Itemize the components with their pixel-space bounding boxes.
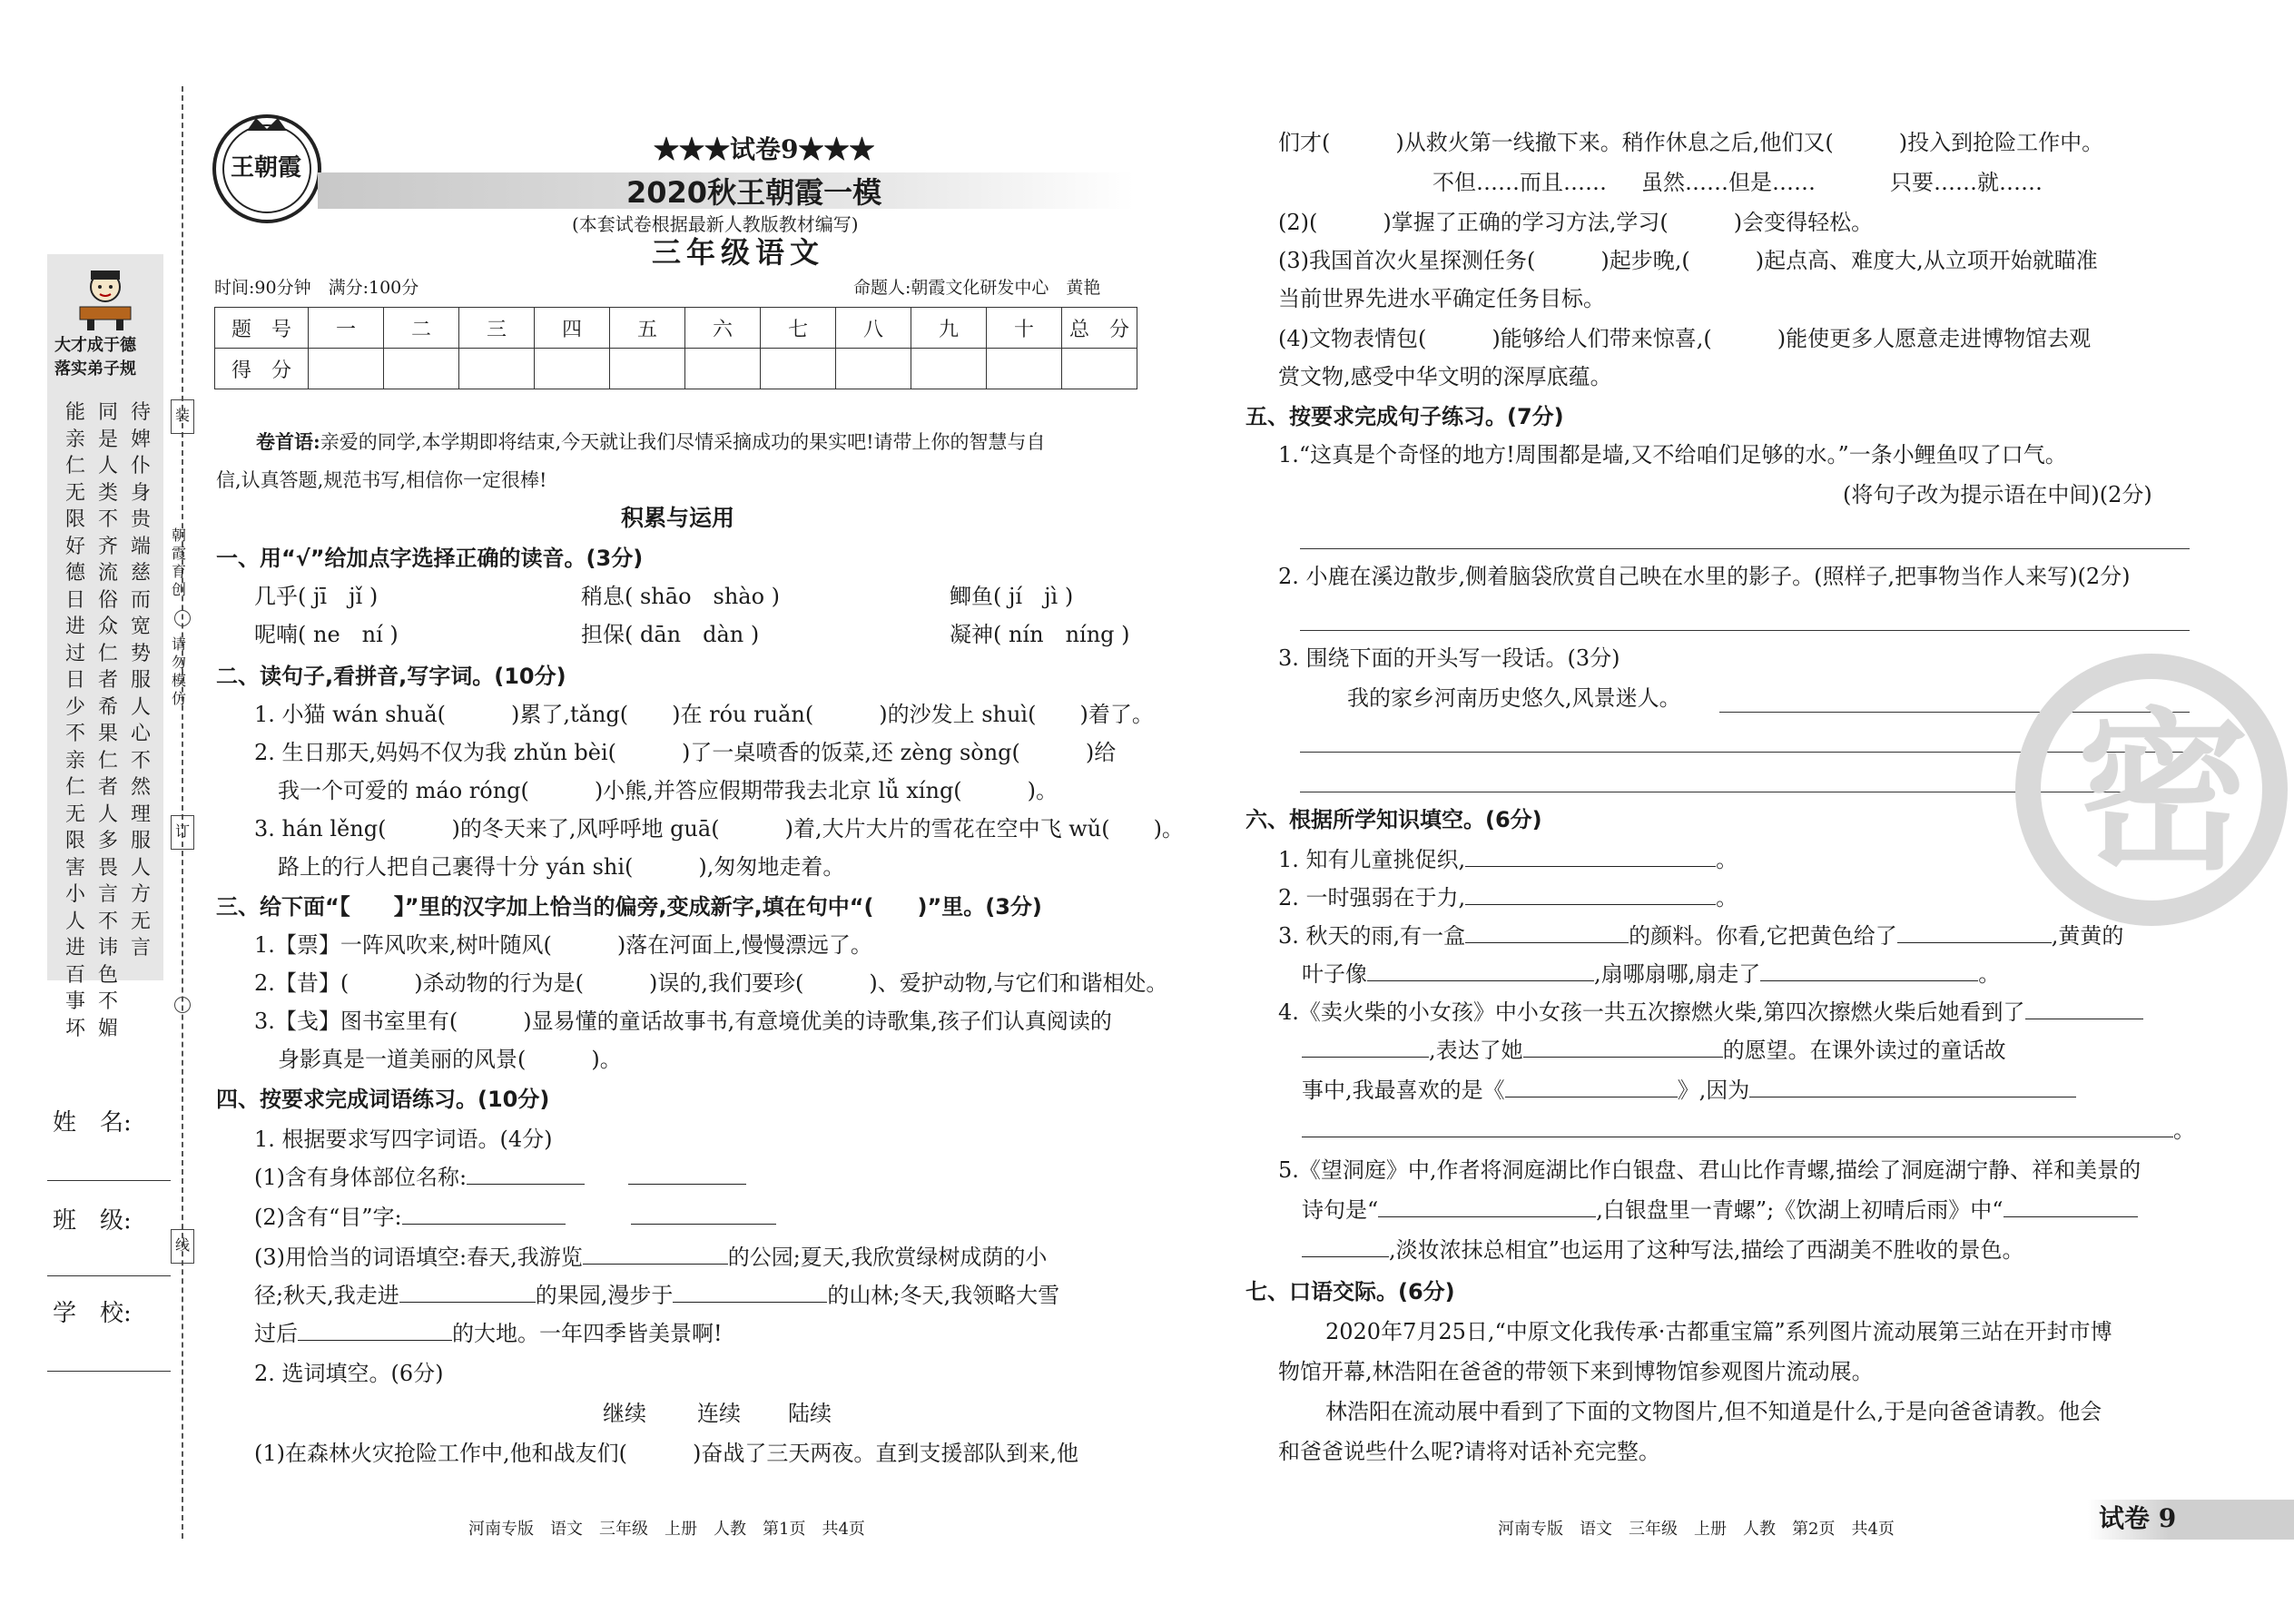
q5-i1b: (将句子改为提示语在中间)(2分) [1843, 482, 2152, 507]
q4-p4: 径;秋天,我走进 的果园,漫步于 的山林;冬天,我领略大雪 [254, 1283, 1060, 1308]
answer-blank[interactable] [2004, 1198, 2138, 1217]
q3-line-1: 1.【票】一阵风吹来,树叶随风( )落在河面上,慢慢漂远了。 [254, 932, 872, 958]
brand-logo [211, 113, 323, 225]
q4-word2-2: 虽然……但是…… [1641, 170, 1816, 195]
q4-s3b: 当前世界先进水平确定任务目标。 [1278, 286, 1605, 311]
binding-circle-icon [174, 610, 191, 626]
q4-p5: 过后 的大地。一年四季皆美景啊! [254, 1321, 723, 1346]
author: 命题人:朝霞文化研发中心 黄艳 [853, 278, 1101, 298]
time-score: 时间:90分钟 满分:100分 [214, 278, 419, 298]
answer-blank[interactable] [399, 1284, 536, 1303]
section-heading: 积累与运用 [621, 505, 735, 531]
score-cell[interactable] [384, 349, 459, 389]
q2-line-2: 2. 生日那天,妈妈不仅为我 zhǔn bèi( )了一桌喷香的饭菜,还 zèng sòng( )给 [254, 740, 1117, 765]
q4-s1: (1)在森林火灾抢险工作中,他和战友们( )奋战了三天两夜。直到支援部队到来,他 [254, 1441, 1078, 1466]
score-cell[interactable] [836, 349, 911, 389]
q4-s2: (2)( )掌握了正确的学习方法,学习( )会变得轻松。 [1278, 210, 1874, 235]
score-table [214, 307, 1137, 389]
q4-s3: (3)我国首次火星探测任务( )起步晚,( )起点高、难度大,从立项开始就瞄准 [1278, 248, 2098, 273]
score-col: 八 [836, 308, 911, 349]
score-col: 三 [459, 308, 535, 349]
q6-i5b: 诗句是“ ,白银盘里一青螺”;《饮湖上初晴后雨》中“ [1302, 1196, 2138, 1224]
score-col: 二 [384, 308, 459, 349]
q4-word2-1: 不但……而且…… [1433, 170, 1607, 195]
score-row-label: 题 号 [215, 308, 309, 349]
answer-blank[interactable] [673, 1284, 827, 1303]
q6-i2: 2. 一时强弱在于力, 。 [1278, 885, 1738, 910]
exam-title: 2020秋王朝霞一模 [626, 175, 882, 210]
preface-line-2: 信,认真答题,规范书写,相信你一定很棒! [216, 469, 547, 491]
q4-s1b: 们才( )从救火第一线撤下来。稍作休息之后,他们又( )投入到抢险工作中。 [1278, 130, 2104, 155]
vertical-note-1: 朝霞育创 [171, 527, 186, 598]
footer-badge: 试卷 9 [2099, 1503, 2177, 1533]
dizigui-column-3: 能亲仁无限好德日进过日少不亲仁无限害小人进百事坏 [64, 401, 85, 1040]
binding-tab-xian: 线 [171, 1229, 194, 1264]
brand-logo-text: 王朝霞 [231, 154, 302, 182]
cartoon-avatar [74, 267, 136, 330]
vertical-note-2: 请勿模仿 [171, 635, 186, 707]
score-cell[interactable] [1062, 349, 1137, 389]
q7-title: 七、口语交际。(6分) [1245, 1279, 1455, 1304]
binding-line [182, 86, 183, 1539]
series-title: ★★★试卷9★★★ [654, 134, 875, 164]
score-col: 九 [911, 308, 987, 349]
q5-i3b: 我的家乡河南历史悠久,风景迷人。 [1347, 685, 1681, 711]
q4-p2: (2)含有“目”字: [254, 1204, 776, 1231]
q2-line-3: 我一个可爱的 máo róng( )小熊,并答应假期带我去北京 lǚ xíng( )。 [278, 778, 1058, 803]
answer-blank[interactable] [2025, 1000, 2143, 1019]
q2-title: 二、读句子,看拼音,写字词。(10分) [216, 664, 566, 689]
q3-line-3: 3.【戋】图书室里有( )显易懂的童话故事书,有意境优美的诗歌集,孩子们认真阅读的 [254, 1009, 1112, 1034]
q3-title: 三、给下面“【 】”里的汉字加上恰当的偏旁,变成新字,填在句中“( )”里。(3分) [216, 894, 1042, 920]
score-col: 六 [685, 308, 761, 349]
q1-item: 几乎( jī jǐ ) [254, 584, 379, 609]
grade-subject: 三年级语文 [652, 235, 825, 270]
score-col: 一 [309, 308, 384, 349]
answer-blank[interactable] [1897, 924, 2052, 943]
score-cell[interactable] [761, 349, 836, 389]
school-field[interactable] [47, 1371, 171, 1372]
score-row-label: 得 分 [215, 349, 309, 389]
q2-line-5: 路上的行人把自己裹得十分 yán shi( ),匆匆地走着。 [278, 854, 845, 880]
answer-blank[interactable] [1302, 1238, 1389, 1257]
q4-sub2: 2. 选词填空。(6分) [254, 1361, 444, 1386]
q4-word-2: 连续 [697, 1401, 741, 1426]
answer-blank[interactable] [583, 1245, 728, 1265]
class-field[interactable] [47, 1275, 171, 1276]
answer-blank[interactable] [1523, 1038, 1723, 1058]
q6-i3: 3. 秋天的雨,有一盒 的颜料。你看,它把黄色给了 ,黄黄的 [1278, 923, 2124, 949]
q5-answer-line[interactable] [1300, 548, 2190, 549]
score-cell[interactable] [987, 349, 1062, 389]
answer-blank[interactable] [628, 1166, 746, 1185]
score-col: 总 分 [1062, 308, 1137, 349]
q1-item: 担保( dān dàn ) [581, 622, 760, 647]
score-cell[interactable] [459, 349, 535, 389]
answer-blank[interactable] [1367, 962, 1594, 981]
q1-item: 呢喃( ne ní ) [254, 622, 399, 647]
binding-tab-zhuang: 装 [171, 399, 194, 434]
motto-line-1: 大才成于德 [54, 336, 136, 355]
score-cell[interactable] [309, 349, 384, 389]
dizigui-column-2: 同是人类不齐流俗众仁者希果仁者人多畏言不讳色不媚 [97, 401, 118, 1040]
answer-blank[interactable] [1749, 1078, 2076, 1097]
q2-line-4: 3. hán lěng( )的冬天来了,风呼呼地 guā( )着,大片大片的雪花在空中飞 wǔ( )。 [254, 816, 1184, 842]
score-col: 四 [535, 308, 610, 349]
preface-line-1: 卷首语:亲爱的同学,本学期即将结束,今天就让我们尽情采摘成功的果实吧!请带上你的智慧与自 [256, 430, 1046, 453]
answer-blank[interactable] [1465, 886, 1716, 905]
q7-p2: 林浩阳在流动展中看到了下面的文物图片,但不知道是什么,于是向爸爸请教。他会 [1325, 1399, 2102, 1424]
score-col: 五 [610, 308, 685, 349]
q6-i4c: 事中,我最喜欢的是《 》,因为 [1302, 1077, 2076, 1104]
answer-blank[interactable] [1465, 848, 1716, 867]
q6-i4b: ,表达了她 的愿望。在课外读过的童话故 [1302, 1037, 2006, 1064]
q5-i1: 1.“这真是个奇怪的地方!周围都是墙,又不给咱们足够的水。”一条小鲤鱼叹了口气。 [1278, 442, 2067, 468]
binding-tab-ding: 订 [171, 815, 194, 850]
q6-i1: 1. 知有儿童挑促织, 。 [1278, 847, 1738, 872]
q3-line-2: 2.【昔】( )杀动物的行为是( )误的,我们要珍( )、爱护动物,与它们和谐相处。 [254, 970, 1168, 996]
q4-sub1: 1. 根据要求写四字词语。(4分) [254, 1127, 553, 1152]
score-cell[interactable] [911, 349, 987, 389]
motto-line-2: 落实弟子规 [54, 359, 136, 379]
name-field[interactable] [47, 1180, 171, 1181]
answer-blank[interactable] [631, 1206, 776, 1225]
q4-p3: (3)用恰当的词语填空:春天,我游览 的公园;夏天,我欣赏绿树成荫的小 [254, 1245, 1048, 1270]
q5-answer-line[interactable] [1300, 630, 2190, 631]
answer-blank[interactable] [1505, 1078, 1678, 1097]
answer-blank[interactable] [402, 1206, 566, 1225]
q5-title: 五、按要求完成句子练习。(7分) [1245, 404, 1564, 429]
answer-blank[interactable] [1302, 1118, 2173, 1137]
score-cell[interactable] [535, 349, 610, 389]
q1-title: 一、用“√”给加点字选择正确的读音。(3分) [216, 546, 644, 571]
answer-blank[interactable] [1760, 962, 1978, 981]
q4-title: 四、按要求完成词语练习。(10分) [216, 1087, 550, 1112]
answer-blank[interactable] [1465, 924, 1629, 943]
q4-s4: (4)文物表情包( )能够给人们带来惊喜,( )能使更多人愿意走进博物馆去观 [1278, 326, 2092, 351]
footer-right: 河南专版 语文 三年级 上册 人教 第2页 共4页 [1498, 1520, 1895, 1539]
q5-i2: 2. 小鹿在溪边散步,侧着脑袋欣赏自己映在水里的影子。(照样子,把事物当作人来写)(2分) [1278, 564, 2131, 589]
q1-item: 凝神( nín níng ) [950, 622, 1130, 647]
q6-i4d: 。 [1302, 1117, 2195, 1144]
binding-circle-icon-2 [174, 997, 191, 1013]
q3-line-4: 身影真是一道美丽的风景( )。 [278, 1047, 622, 1072]
q6-i5: 5.《望洞庭》中,作者将洞庭湖比作白银盘、君山比作青螺,描绘了洞庭湖宁静、祥和美景的 [1278, 1157, 2141, 1183]
q4-p1: (1)含有身体部位名称: [254, 1164, 746, 1191]
score-col: 十 [987, 308, 1062, 349]
q1-item: 稍息( shāo shào ) [581, 584, 781, 609]
score-cell[interactable] [610, 349, 685, 389]
secret-watermark [2015, 654, 2288, 926]
name-label: 姓 名: [53, 1109, 132, 1137]
footer-left: 河南专版 语文 三年级 上册 人教 第1页 共4页 [468, 1520, 865, 1539]
q4-s4b: 赏文物,感受中华文明的深厚底蕴。 [1278, 364, 1612, 389]
school-label: 学 校: [53, 1300, 132, 1327]
answer-blank[interactable] [298, 1322, 452, 1341]
q1-item: 鲫鱼( jí jì ) [950, 584, 1074, 609]
q7-p1b: 物馆开幕,林浩阳在爸爸的带领下来到博物馆参观图片流动展。 [1278, 1359, 1874, 1384]
exam-subtitle: (本套试卷根据最新人教版教材编写) [572, 213, 859, 235]
q6-title: 六、根据所学知识填空。(6分) [1245, 807, 1542, 832]
q5-i3: 3. 围绕下面的开头写一段话。(3分) [1278, 645, 1620, 671]
answer-blank[interactable] [1378, 1198, 1596, 1217]
q7-p1: 2020年7月25日,“中原文化我传承·古都重宝篇”系列图片流动展第三站在开封市博 [1325, 1319, 2112, 1344]
answer-blank[interactable] [1302, 1038, 1429, 1058]
watermark-glyph: 密 [2077, 691, 2250, 893]
class-label: 班 级: [53, 1207, 132, 1235]
answer-blank[interactable] [467, 1166, 585, 1185]
q4-word-3: 陆续 [788, 1401, 832, 1426]
q6-i3b: 叶子像 ,扇哪扇哪,扇走了 。 [1302, 961, 2001, 987]
q4-word-1: 继续 [603, 1401, 646, 1426]
q2-line-1: 1. 小猫 wán shuǎ( )累了,tǎng( )在 róu ruǎn( )的沙发上 shuì( )着了。 [254, 702, 1154, 727]
q6-i5c: ,淡妆浓抹总相宜”也运用了这种写法,描绘了西湖美不胜收的景色。 [1302, 1236, 2024, 1264]
score-cell[interactable] [685, 349, 761, 389]
score-col: 七 [761, 308, 836, 349]
q4-word2-3: 只要……就…… [1890, 170, 2043, 195]
q6-i4: 4.《卖火柴的小女孩》中小女孩一共五次擦燃火柴,第四次擦燃火柴后她看到了 [1278, 999, 2143, 1026]
dizigui-column-1: 待婢仆身贵端慈而宽势服人心不然理服人方无言 [130, 401, 151, 960]
q7-p2b: 和爸爸说些什么呢?请将对话补充完整。 [1278, 1439, 1660, 1464]
